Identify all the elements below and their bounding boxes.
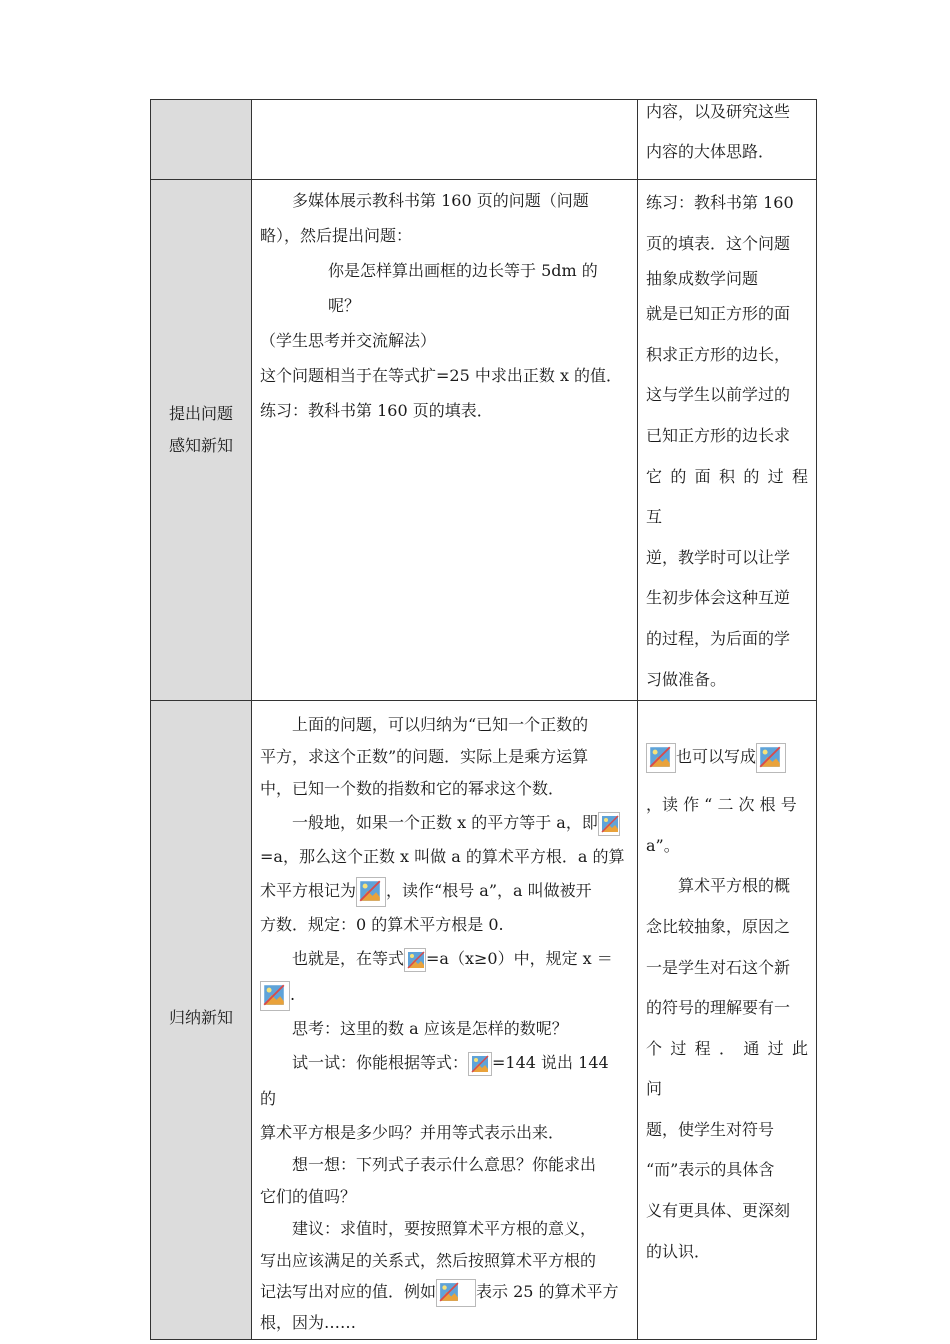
notes-line: 的认识． [646, 1241, 711, 1261]
formula-image-icon [468, 1052, 492, 1076]
notes-line: “而”表示的具体含 [646, 1160, 775, 1180]
notes-line: 就是已知正方形的面 [646, 304, 791, 324]
teaching-content-cell [252, 100, 638, 180]
notes-line: 个 过 程 ． 通 过 此 问 [646, 1038, 808, 1099]
content-line: 表示 25 的算术平方 [476, 1282, 619, 1302]
notes-line: 内容，以及研究这些 [646, 102, 791, 121]
content-line: 这个问题相当于在等式扩=25 中求出正数 x 的值． [260, 366, 623, 385]
content-line: =144 说出 144 的 [260, 1053, 609, 1109]
stage-label: 感知新知 [168, 436, 233, 456]
notes-line: 内容的大体思路． [646, 142, 775, 161]
notes-line: 页的填表．这个问题 [646, 233, 791, 253]
table-row [151, 701, 817, 1340]
notes-line: 一是学生对石这个新 [646, 957, 791, 977]
content-line: 练习：教科书第 160 页的填表． [260, 401, 493, 420]
notes-line: 它 的 面 积 的 过 程 互 [646, 466, 808, 527]
teaching-content-cell [252, 180, 638, 701]
content-line: 上面的问题，可以归纳为“已知一个正数的 [292, 715, 589, 735]
notes-line: 习做准备。 [646, 669, 727, 689]
content-line: 思考：这里的数 a 应该是怎样的数呢？ [292, 1019, 568, 1039]
notes-line: ，读 作 “ 二 次 根 号 [646, 795, 797, 815]
content-line: 中，已知一个数的指数和它的幂求这个数． [260, 779, 565, 799]
notes-line: 已知正方形的边长求 [646, 425, 791, 445]
formula-image-icon [356, 877, 386, 907]
content-line: 术平方根记为 [260, 881, 357, 901]
stage-label-cell [151, 100, 252, 180]
notes-line: 这与学生以前学过的 [646, 385, 791, 405]
notes-line: 抽象成数学问题 [646, 269, 759, 289]
content-line: 也就是，在等式 [292, 949, 405, 969]
content-line: 略），然后提出问题： [260, 226, 413, 245]
table-row [151, 180, 817, 701]
content-line: 写出应该满足的关系式，然后按照算术平方根的 [260, 1251, 597, 1271]
notes-line: 义有更具体、更深刻 [646, 1201, 791, 1221]
notes-line: 逆，教学时可以让学 [646, 547, 791, 567]
content-line: 根，因为…… [260, 1313, 357, 1333]
formula-image-icon [404, 948, 426, 972]
notes-line: 的过程，为后面的学 [646, 628, 791, 648]
content-line: =a，那么这个正数 x 叫做 a 的算术平方根．a 的算 [260, 847, 625, 867]
content-line: 建议：求值时，要按照算术平方根的意义， [292, 1219, 597, 1239]
content-line: 方数．规定：0 的算术平方根是 0. [260, 915, 504, 935]
notes-line: 题，使学生对符号 [646, 1119, 775, 1139]
stage-label: 提出问题 [168, 404, 233, 424]
notes-line: 练习：教科书第 160 [646, 193, 794, 212]
table-row [151, 100, 817, 180]
content-line: 想一想：下列式子表示什么意思？你能求出 [292, 1155, 597, 1175]
content-line: 记法写出对应的值．例如 [260, 1282, 437, 1302]
content-line: 它们的值吗？ [260, 1187, 357, 1207]
content-line: . [290, 985, 296, 1005]
design-notes-cell [638, 701, 817, 1340]
stage-label: 归纳新知 [168, 1008, 233, 1028]
formula-image-icon [260, 981, 290, 1011]
formula-image-icon [598, 812, 620, 836]
stage-label-cell [151, 180, 252, 701]
content-line: 一般地，如果一个正数 x 的平方等于 a，即 [292, 813, 598, 833]
notes-line: 算术平方根的概 [678, 876, 791, 896]
content-line: （学生思考并交流解法） [260, 331, 437, 350]
notes-line: 生初步体会这种互逆 [646, 588, 791, 608]
design-notes-cell [638, 100, 817, 180]
teaching-content-cell [252, 701, 638, 1340]
notes-line: 的符号的理解要有一 [646, 998, 791, 1018]
content-line: 平方，求这个正数”的问题．实际上是乘方运算 [260, 747, 589, 767]
notes-line: 也可以写成 [676, 747, 757, 767]
notes-line: 念比较抽象，原因之 [646, 916, 791, 936]
content-line: 试一试：你能根据等式： [292, 1053, 469, 1073]
notes-line: 积求正方形的边长， [646, 344, 791, 364]
notes-line: a”。 [646, 835, 680, 855]
question-line: 你是怎样算出画框的边长等于 5dm 的呢？ [328, 261, 598, 315]
content-line: =a（x≥0）中，规定 x ＝ [426, 949, 613, 969]
stage-label-cell [151, 701, 252, 1340]
content-line: ，读作“根号 a”，a 叫做被开 [386, 881, 592, 901]
formula-image-icon [436, 1279, 476, 1307]
lesson-plan-table [150, 99, 817, 1340]
design-notes-cell [638, 180, 817, 701]
content-line: 多媒体展示教科书第 160 页的问题（问题 [292, 191, 589, 210]
formula-image-icon [646, 743, 676, 773]
formula-image-icon [756, 743, 786, 773]
content-line: 算术平方根是多少吗？并用等式表示出来． [260, 1123, 565, 1143]
